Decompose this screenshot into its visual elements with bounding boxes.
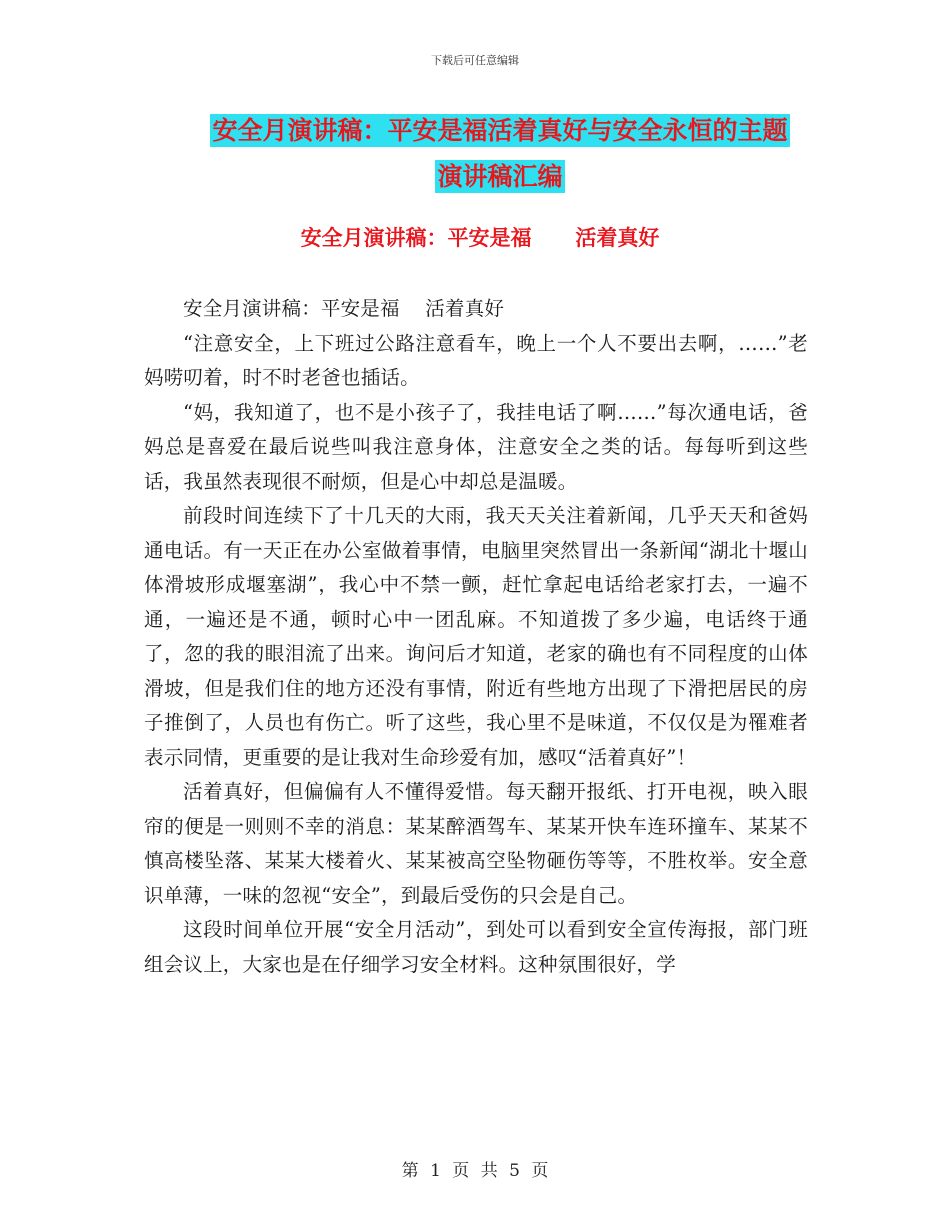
section-title: 安全月演讲稿：平安是福 活着真好 xyxy=(300,226,660,250)
body-paragraph: 安全月演讲稿：平安是福 活着真好 xyxy=(183,297,505,320)
body-paragraph: “注意安全，上下班过公路注意看车，晚上一个人不要出去啊，……”老妈唠叨着，时不时老爸也插话。 xyxy=(144,331,808,389)
document-title xyxy=(140,108,860,200)
document-title-line-1: 安全月演讲稿：平安是福活着真好与安全永恒的主题 xyxy=(212,116,788,145)
document-body xyxy=(144,292,808,982)
body-paragraph: 活着真好，但偏偏有人不懂得爱惜。每天翻开报纸、打开电视，映入眼帘的便是一则则不幸的消息：某某醉酒驾车、某某开快车连环撞车、某某不慎高楼坠落、某某大楼着火、某某被高空坠物砸伤等等，不胜枚举。安全意识单薄，一味的忽视“安全”，到最后受伤的只会是自己。 xyxy=(144,780,808,907)
body-paragraph: 这段时间单位开展“安全月活动”，到处可以看到安全宣传海报，部门班组会议上，大家也是在仔细学习安全材料。这种氛围很好，学 xyxy=(144,918,808,976)
body-paragraph: “妈，我知道了，也不是小孩子了，我挂电话了啊……”每次通电话，爸妈总是喜爱在最后说些叫我注意身体，注意安全之类的话。每每听到这些话，我虽然表现很不耐烦，但是心中却总是温暖。 xyxy=(144,400,808,493)
page-header-note: 下载后可任意编辑 xyxy=(431,54,519,67)
page-number-footer: 第 1 页 共 5 页 xyxy=(401,1161,549,1181)
document-title-line-2: 演讲稿汇编 xyxy=(437,162,563,191)
body-paragraph: 前段时间连续下了十几天的大雨，我天天关注着新闻，几乎天天和爸妈通电话。有一天正在办公室做着事情，电脑里突然冒出一条新闻“湖北十堰山体滑坡形成堰塞湖”，我心中不禁一颤，赶忙拿起电话给老家打去，一遍不通，一遍还是不通，顿时心中一团乱麻。不知道拨了多少遍，电话终于通了，忽的我的眼泪流了出来。询问后才知道，老家的确也有不同程度的山体滑坡，但是我们住的地方还没有事情，附近有些地方出现了下滑把居民的房子推倒了，人员也有伤亡。听了这些，我心里不是味道，不仅仅是为罹难者表示同情，更重要的是让我对生命珍爱有加，感叹“活着真好”！ xyxy=(144,504,808,769)
